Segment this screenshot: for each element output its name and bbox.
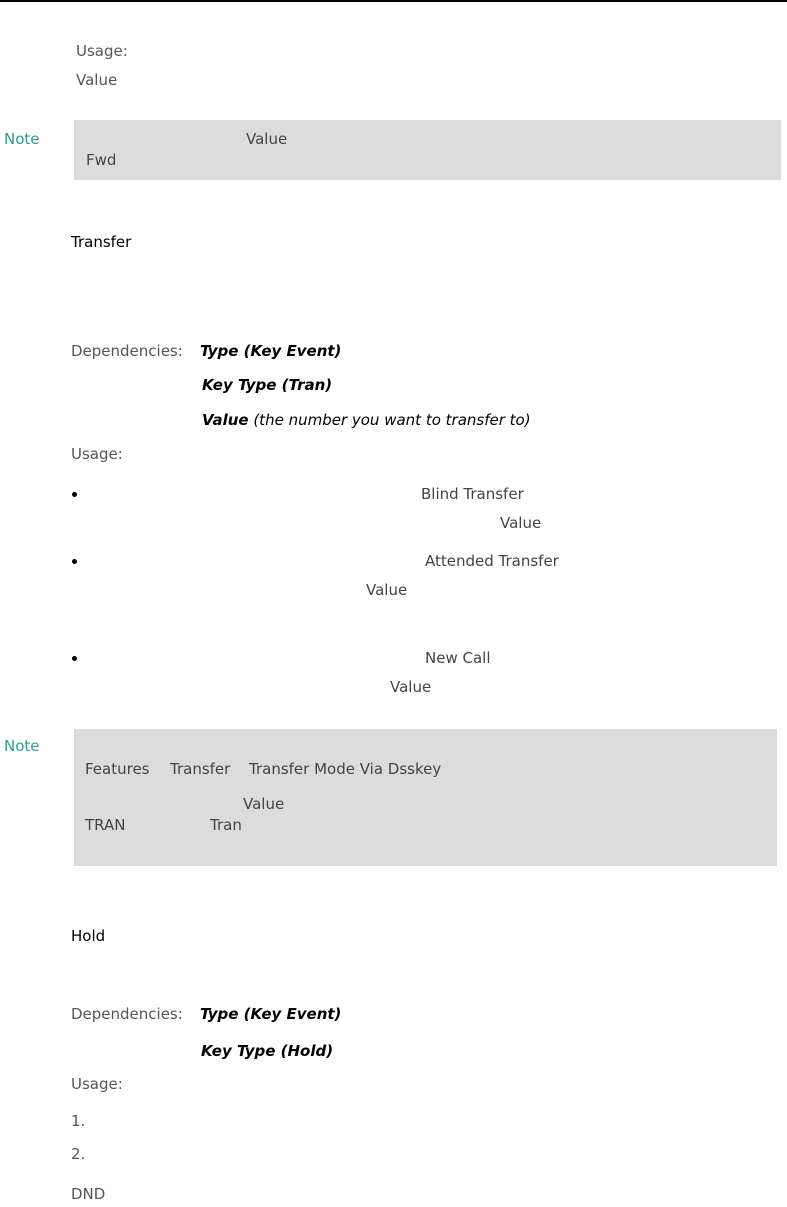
transfer-dep-type: Type (Key Event) — [200, 342, 342, 360]
transfer-dependencies-label: Dependencies: — [71, 342, 183, 360]
hold-dep-key-type: Key Type (Hold) — [201, 1042, 334, 1060]
bullet2-term: Attended Transfer — [425, 552, 559, 570]
bullet3-value-word: Value — [390, 678, 432, 696]
bullet1-term: Blind Transfer — [421, 485, 524, 503]
hold-heading: Hold — [71, 927, 106, 945]
transfer-heading: Transfer — [71, 233, 132, 251]
note-box-1 — [74, 120, 781, 180]
bullet2-value-word: Value — [366, 581, 408, 599]
note2-transfer-mode: Transfer Mode Via Dsskey — [249, 760, 442, 778]
transfer-dep-value: Value (the number you want to transfer to) — [202, 411, 531, 429]
note2-tran: Tran — [210, 816, 242, 834]
bullet-dot-3 — [72, 656, 77, 661]
bullet-dot-1 — [72, 492, 77, 497]
bullet3-term: New Call — [425, 649, 491, 667]
top-rule — [0, 0, 787, 2]
hold-dependencies-label: Dependencies: — [71, 1005, 183, 1023]
hold-usage-label: Usage: — [71, 1075, 123, 1093]
hold-dep-type: Type (Key Event) — [200, 1005, 342, 1023]
note2-transfer: Transfer — [170, 760, 231, 778]
note2-features: Features — [85, 760, 150, 778]
note2-value-word: Value — [243, 795, 285, 813]
note1-fwd-word: Fwd — [86, 151, 117, 169]
value-label-top: Value — [76, 71, 118, 89]
note1-value-word: Value — [246, 130, 288, 148]
note-label-2: Note — [4, 737, 40, 755]
note-box-2 — [74, 729, 777, 866]
bullet1-value-word: Value — [500, 514, 542, 532]
hold-step-1: 1. — [71, 1112, 86, 1130]
dnd-heading: DND — [71, 1185, 106, 1203]
note2-tran-caps: TRAN — [85, 816, 126, 834]
note-label-1: Note — [4, 130, 40, 148]
transfer-dep-key-type: Key Type (Tran) — [202, 376, 333, 394]
transfer-usage-label: Usage: — [71, 445, 123, 463]
hold-step-2: 2. — [71, 1145, 86, 1163]
bullet-dot-2 — [72, 559, 77, 564]
usage-label-top: Usage: — [76, 42, 128, 60]
